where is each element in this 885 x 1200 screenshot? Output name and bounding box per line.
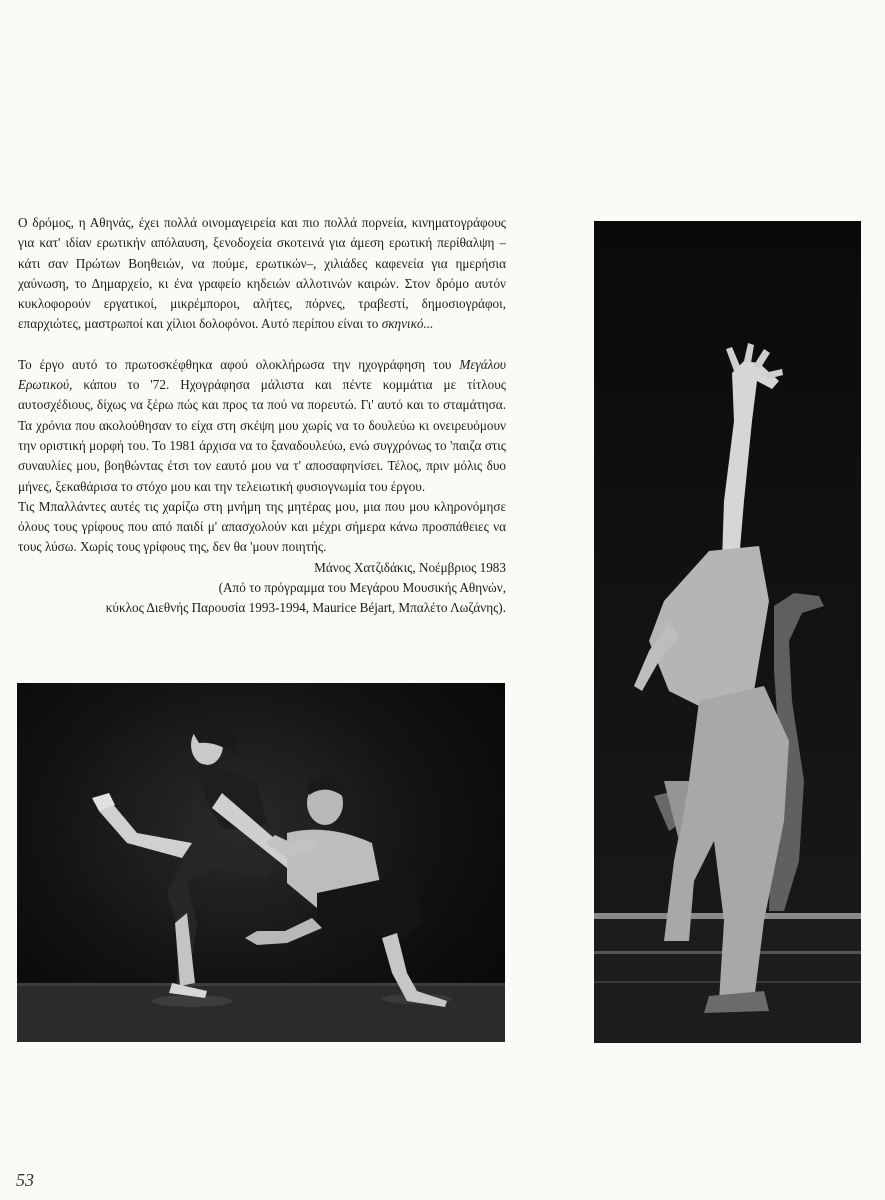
source-line-2: κύκλος Διεθνής Παρουσία 1993-1994, Maurice Béjart, Μπαλέτο Λωζάνης). xyxy=(105,600,506,616)
dance-photo-solo xyxy=(594,221,861,1043)
page-number: 53 xyxy=(16,1170,34,1190)
paragraph-intro-italic: σκηνικό... xyxy=(381,316,434,332)
source-line-1: (Από το πρόγραμμα του Μεγάρου Μουσικής Αθηνών, xyxy=(218,580,506,596)
dance-photo-duet-image xyxy=(17,683,505,1042)
paragraph-composition-italic: Μεγάλου Ερωτικού, xyxy=(18,356,506,393)
paragraph-intro xyxy=(18,213,506,335)
signature: Μάνος Χατζιδάκις, Νοέμβριος 1983 xyxy=(314,559,506,575)
paragraph-composition xyxy=(18,355,506,497)
dance-photo-solo-image xyxy=(594,221,861,1043)
paragraph-intro-text: Ο δρόμος, η Αθηνάς, έχει πολλά οινομαγειρεία και πιο πολλά πορνεία, κινηματογράφους για κατ' ιδίαν ερωτικήν απόλαυση, ξενοδοχεία σκοτεινά για άμεση ερωτική περίθαλψη –κάτι σαν Πρώτων Βοηθειών, να πούμε, ερωτικών–, χιλιάδες καφενεία για ημερήσια χαύνωση, το Δημαρχείο, κι ένα γραφείο κηδειών αλλοτινών καιρών. Στον δρόμο αυτόν κυκλοφορούν εργατικοί, μικρέμποροι, αλήτες, πόρνες, τραβεστί, δημοσιογράφοι, επαρχιώτες, μαστρωποί και χίλιοι δολοφόνοι. Αυτό περίπου είναι το xyxy=(18,215,506,332)
paragraph-composition-text-2: κάπου το '72. Ηχογράφησα μάλιστα και πέντε κομμάτια με τίτλους αυτοσχέδιους, δίχως να ξέρω πώς και προς τα πού να πορευτώ. Γι' αυτό και το σταμάτησα. Τα χρόνια που ακολούθησαν το είχα στη σκέψη μου χωρίς να το δουλεύω κι ονειρευόμουν την οριστική μορφή του. Το 1981 άρχισα να το ξαναδουλεύω, ενώ συγχρόνως το 'παιζα στις συναυλίες μου, βοηθώντας έτσι τον εαυτό μου να τ' αποσαφηνίσει. Τέλος, πριν μόλις δυο μήνες, ξεκαθάρισα το στόχο μου και την τελειωτική φυσιογνωμία του έργου. xyxy=(18,377,506,494)
article-text xyxy=(18,213,506,619)
paragraph-composition-text-1: Το έργο αυτό το πρωτοσκέφθηκα αφού ολοκλήρωσα την ηχογράφηση του xyxy=(18,356,460,372)
paragraph-dedication: Τις Μπαλλάντες αυτές τις χαρίζω στη μνήμη της μητέρας μου, μια που μου κληρονόμησε όλους τους γρίφους που από παιδί μ' απασχολούν και μέχρι σήμερα κάνω προσπάθειες να τους λύσω. Χωρίς τους γρίφους της, δεν θα 'μουν ποιητής. xyxy=(18,498,506,555)
dance-photo-duet xyxy=(17,683,505,1042)
